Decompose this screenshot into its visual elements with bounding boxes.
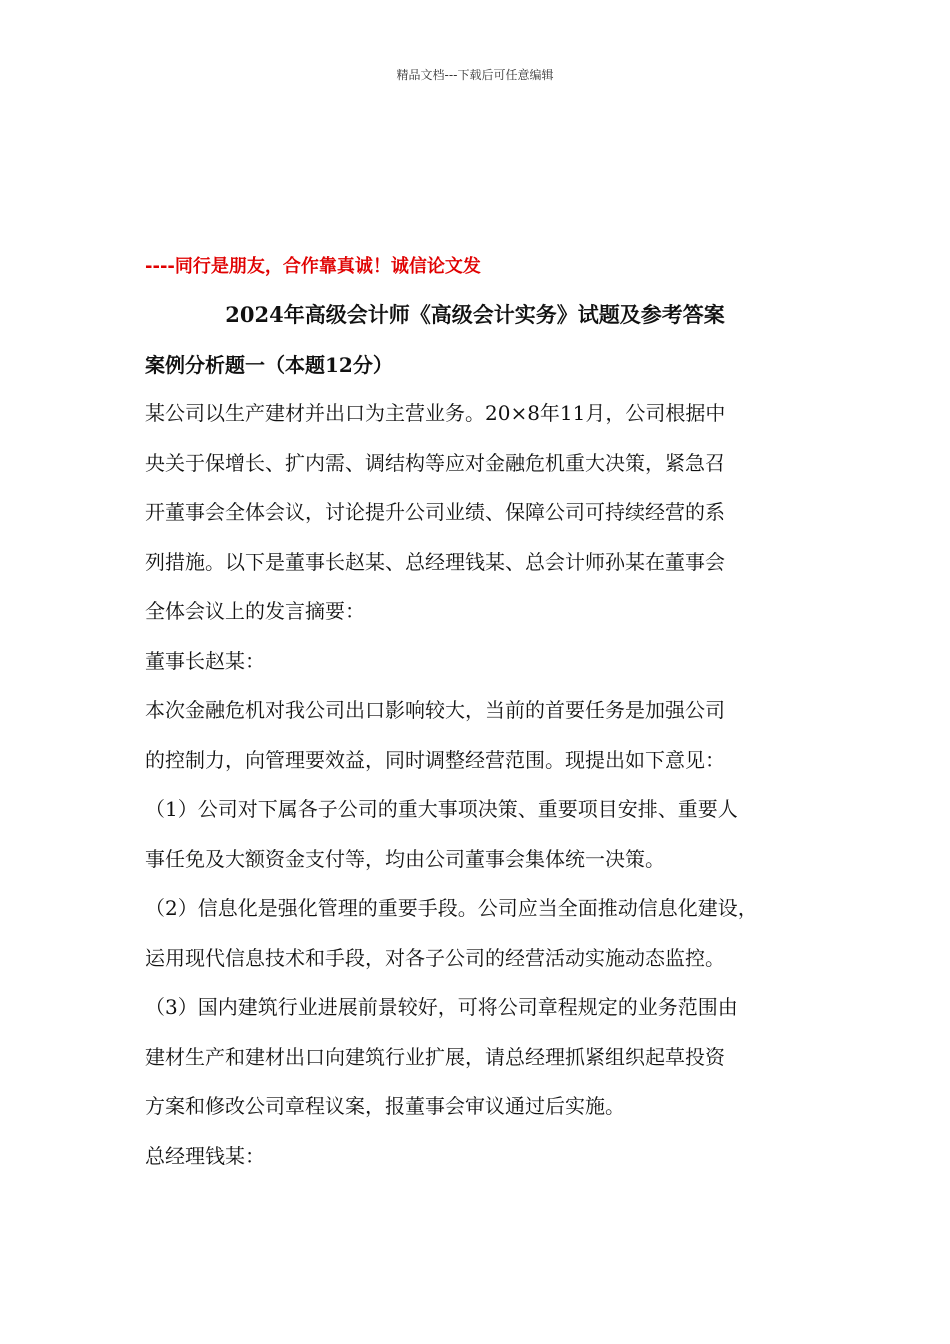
- section-title: 案例分析题一（本题12分）: [145, 353, 393, 377]
- document-title: 2024年高级会计师《高级会计实务》试题及参考答案: [225, 302, 725, 327]
- list-item: （3）国内建筑行业进展前景较好，可将公司章程规定的业务范围由: [145, 995, 738, 1019]
- body-text: [145, 396, 815, 1188]
- speaker-label: 总经理钱某：: [145, 1143, 265, 1168]
- text-line: 运用现代信息技术和手段，对各子公司的经营活动实施动态监控。: [145, 945, 725, 970]
- text-line: 央关于保增长、扩内需、调结构等应对金融危机重大决策，紧急召: [145, 450, 725, 475]
- text-line: 的控制力，向管理要效益，同时调整经营范围。现提出如下意见：: [145, 747, 725, 772]
- text-line: 建材生产和建材出口向建筑行业扩展，请总经理抓紧组织起草投资: [145, 1044, 725, 1069]
- text-line: 方案和修改公司章程议案，报董事会审议通过后实施。: [145, 1094, 625, 1118]
- list-item: （2）信息化是强化管理的重要手段。公司应当全面推动信息化建设，: [145, 896, 758, 920]
- text-line: 列措施。以下是董事长赵某、总经理钱某、总会计师孙某在董事会: [145, 549, 725, 574]
- speaker-label: 董事长赵某：: [145, 648, 265, 673]
- text-line: 本次金融危机对我公司出口影响较大，当前的首要任务是加强公司: [145, 698, 725, 722]
- page-header: 精品文档---下载后可任意编辑: [396, 68, 554, 82]
- text-line: 开董事会全体会议，讨论提升公司业绩、保障公司可持续经营的系: [145, 500, 725, 524]
- slogan: ----同行是朋友，合作靠真诚！诚信论文发: [145, 256, 481, 277]
- text-line: 某公司以生产建材并出口为主营业务。20×8年11月，公司根据中: [145, 401, 726, 425]
- text-line: 全体会议上的发言摘要：: [145, 599, 365, 623]
- text-line: 事任免及大额资金支付等，均由公司董事会集体统一决策。: [145, 846, 665, 871]
- list-item: （1）公司对下属各子公司的重大事项决策、重要项目安排、重要人: [145, 797, 738, 821]
